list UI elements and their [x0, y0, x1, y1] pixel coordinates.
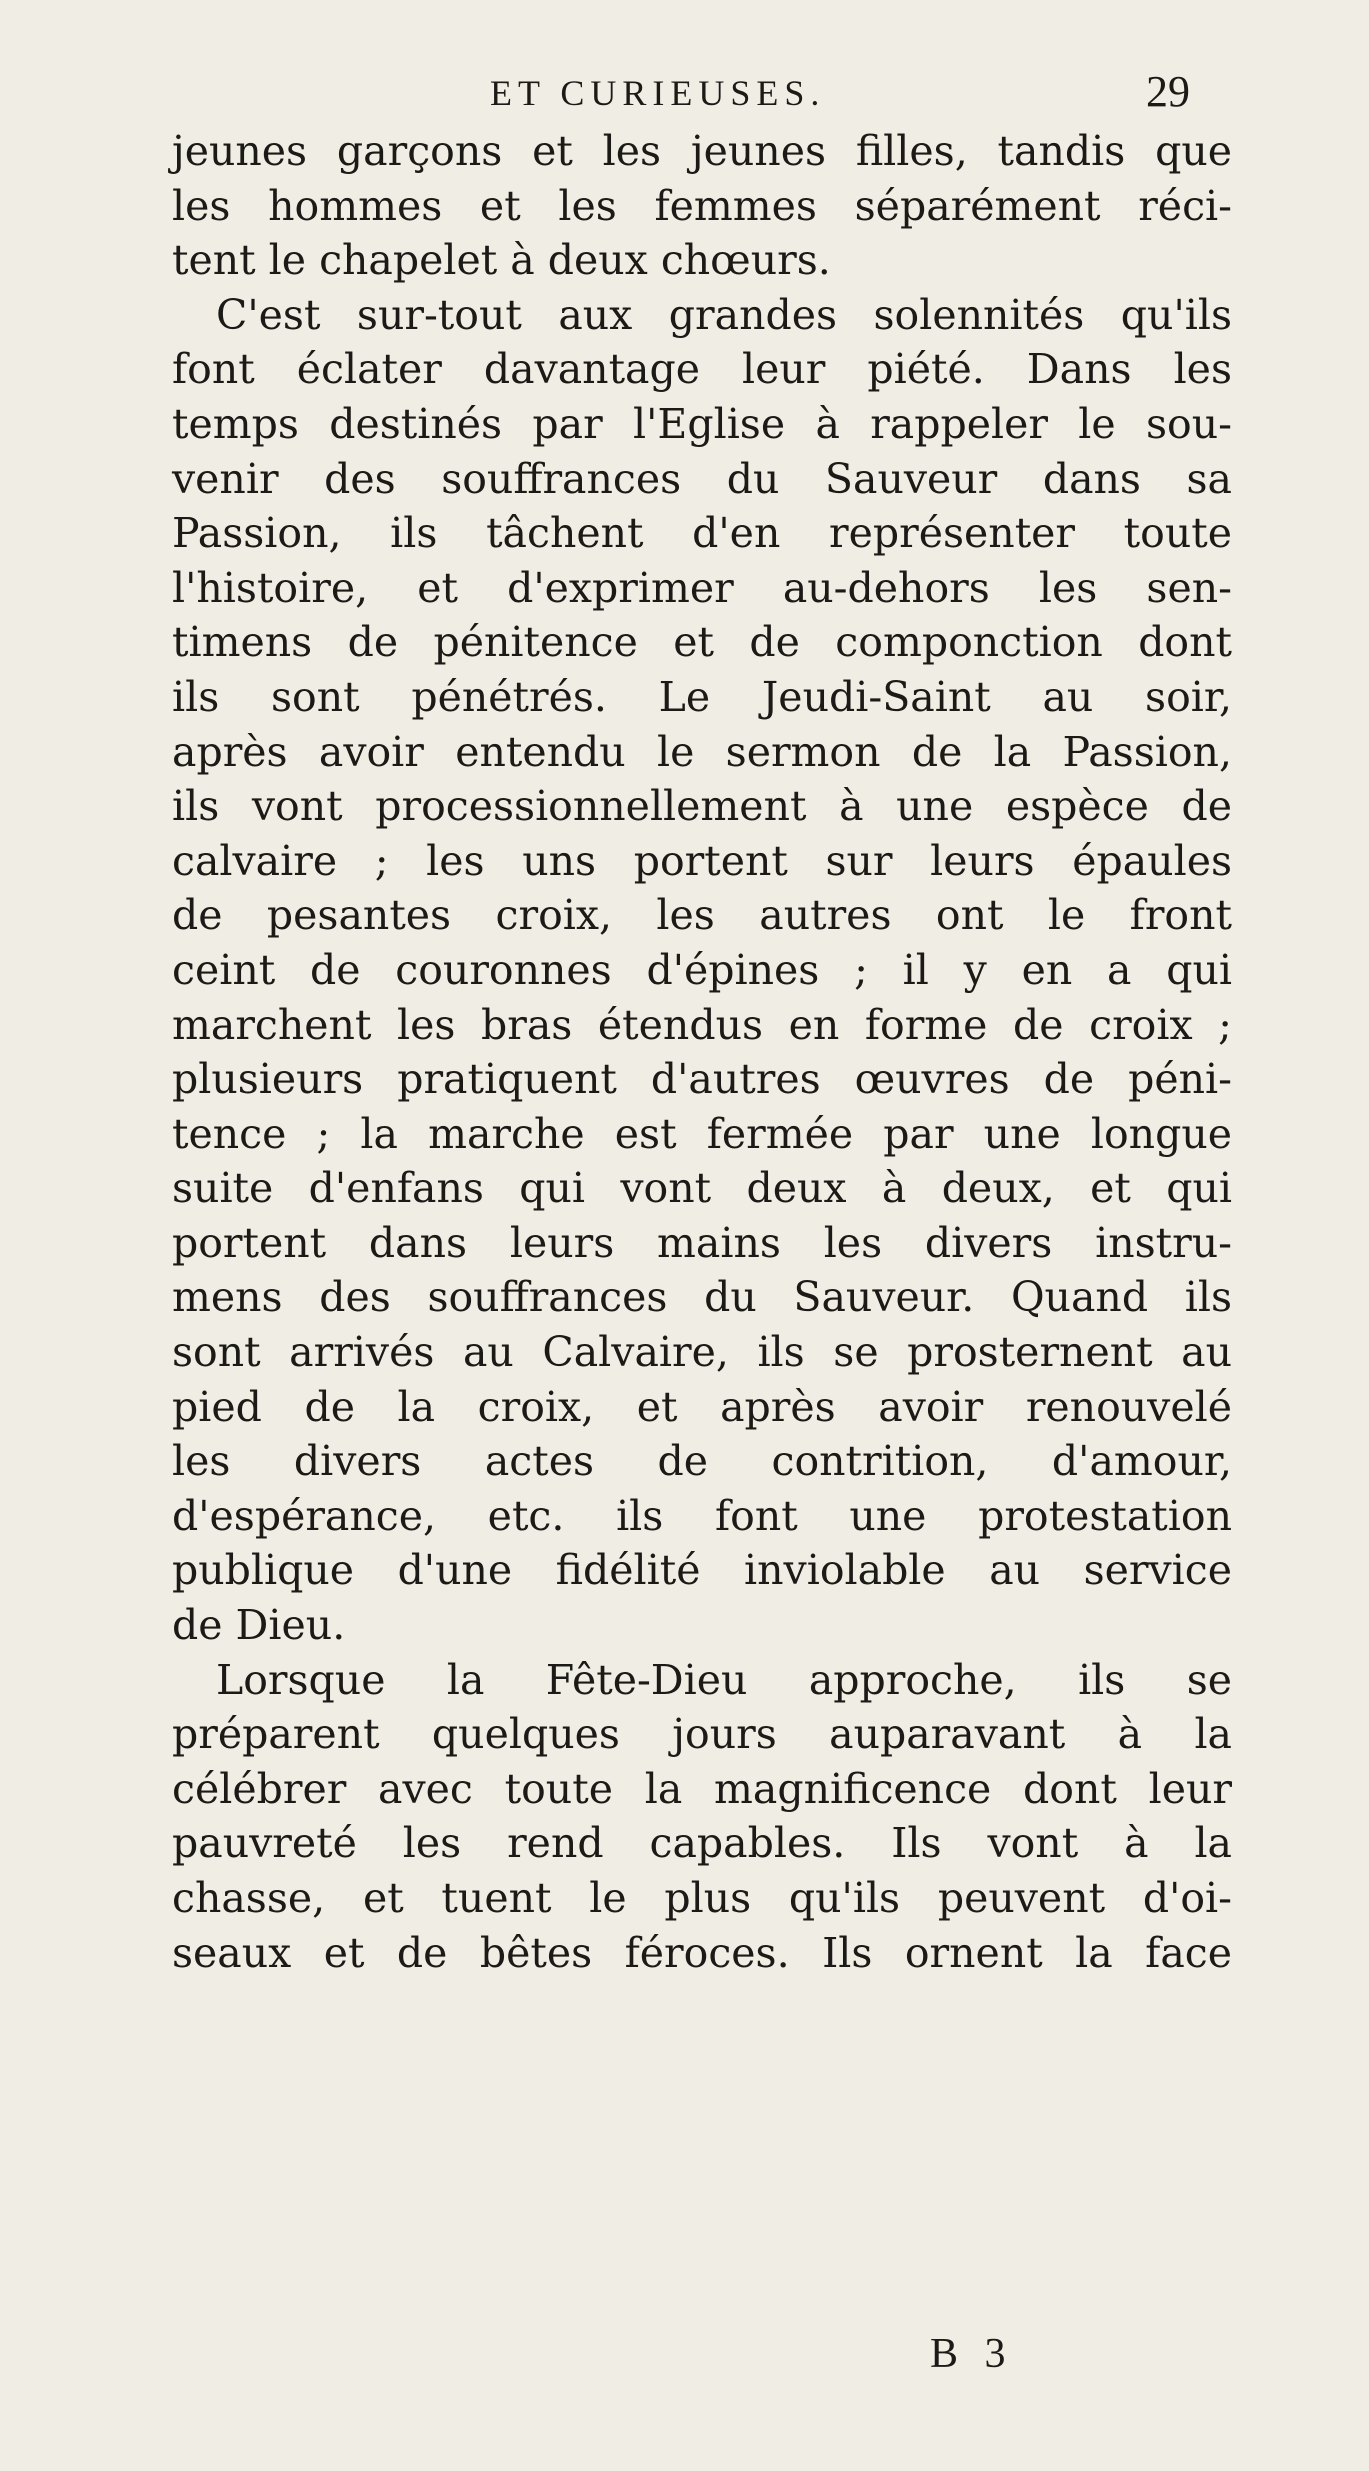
- text-line: timens de pénitence et de componction dont: [172, 618, 1232, 667]
- text-line: les divers actes de contrition, d'amour,: [172, 1437, 1232, 1486]
- running-title: ET CURIEUSES.: [490, 73, 826, 113]
- text-line: sont arrivés au Calvaire, ils se prosternent au: [172, 1328, 1232, 1377]
- text-line: les hommes et les femmes séparément réci-: [172, 181, 1232, 230]
- text-line: d'espérance, etc. ils font une protestation: [172, 1491, 1232, 1540]
- signature-mark: B 3: [930, 2331, 1014, 2377]
- text-line: marchent les bras étendus en forme de croix ;: [172, 1000, 1232, 1049]
- text-line: temps destinés par l'Eglise à rappeler le sou-: [172, 399, 1232, 448]
- text-line: Passion, ils tâchent d'en représenter toute: [172, 509, 1232, 558]
- text-line: plusieurs pratiquent d'autres œuvres de péni-: [172, 1055, 1232, 1104]
- text-line: après avoir entendu le sermon de la Passion,: [172, 727, 1232, 776]
- text-line: tence ; la marche est fermée par une longue: [172, 1109, 1232, 1158]
- text-line: C'est sur-tout aux grandes solennités qu'ils: [216, 290, 1232, 339]
- text-line: de Dieu.: [172, 1601, 346, 1650]
- text-line: ceint de couronnes d'épines ; il y en a qui: [172, 945, 1232, 994]
- body-text: [172, 124, 1232, 1980]
- text-line: venir des souffrances du Sauveur dans sa: [172, 454, 1232, 503]
- text-line: calvaire ; les uns portent sur leurs épaules: [172, 836, 1232, 885]
- text-line: pied de la croix, et après avoir renouvelé: [172, 1382, 1232, 1431]
- text-line: pauvreté les rend capables. Ils vont à la: [172, 1819, 1232, 1868]
- text-line: chasse, et tuent le plus qu'ils peuvent d'oi-: [172, 1874, 1232, 1922]
- text-line: ils sont pénétrés. Le Jeudi-Saint au soir,: [172, 672, 1232, 721]
- text-line: mens des souffrances du Sauveur. Quand ils: [172, 1273, 1232, 1322]
- text-line: publique d'une fidélité inviolable au service: [172, 1546, 1232, 1595]
- text-line: tent le chapelet à deux chœurs.: [172, 236, 831, 285]
- text-line: Lorsque la Fête-Dieu approche, ils se: [216, 1655, 1232, 1704]
- text-line: portent dans leurs mains les divers instru-: [172, 1218, 1232, 1267]
- text-line: ils vont processionnellement à une espèce de: [172, 782, 1232, 831]
- text-line: de pesantes croix, les autres ont le front: [172, 891, 1232, 940]
- text-line: préparent quelques jours auparavant à la: [172, 1710, 1232, 1759]
- page-number: 29: [1146, 67, 1190, 116]
- text-line: l'histoire, et d'exprimer au-dehors les sen-: [172, 563, 1232, 612]
- text-line: jeunes garçons et les jeunes filles, tandis que: [172, 127, 1232, 175]
- text-line: font éclater davantage leur piété. Dans les: [172, 345, 1232, 394]
- text-line: seaux et de bêtes féroces. Ils ornent la face: [172, 1928, 1232, 1977]
- text-line: suite d'enfans qui vont deux à deux, et qui: [172, 1164, 1232, 1213]
- text-line: célébrer avec toute la magnificence dont leur: [172, 1764, 1232, 1813]
